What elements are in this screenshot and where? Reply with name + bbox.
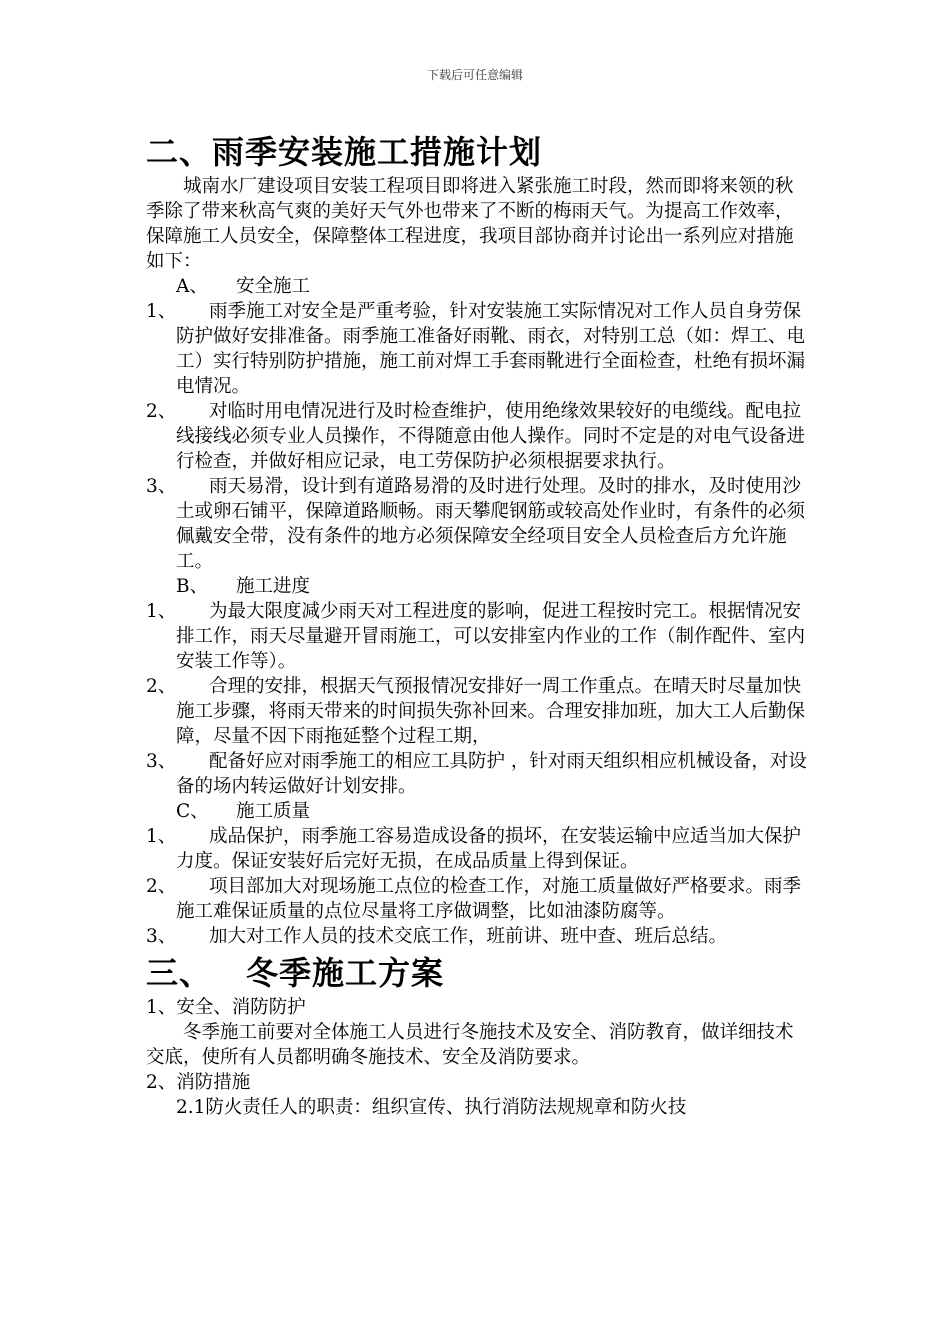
- section-3-title: 冬季施工方案: [246, 954, 445, 992]
- section-2-title: 雨季安装施工措施计划: [212, 133, 543, 171]
- subsection-a-heading: [146, 274, 810, 299]
- list-item-number: 1、: [146, 301, 177, 322]
- section-3-paragraph-2-1: 2.1防火责任人的职责：组织宣传、执行消防法规规章和防火技: [176, 1097, 687, 1118]
- list-item-text: 对临时用电情况进行及时检查维护，使用绝缘效果较好的电缆线。配电拉线接线必须专业人员操作，不得随意由他人操作。同时不定是的对电气设备进行检查，并做好相应记录，电工劳保防护必须根据要求执行。: [176, 401, 806, 472]
- page-header: 下载后可任意编辑: [426, 68, 523, 82]
- list-item: [146, 824, 810, 874]
- section-3-subheading-2: 2、消防措施: [146, 1072, 251, 1093]
- list-item: [146, 474, 810, 574]
- subsection-a-title: 安全施工: [236, 276, 311, 297]
- list-item-number: 2、: [146, 876, 177, 897]
- list-item: [146, 399, 810, 474]
- document-body: [146, 130, 810, 1120]
- list-item-text: 雨季施工对安全是严重考验，针对安装施工实际情况对工作人员自身劳保防护做好安排准备。雨季施工准备好雨靴、雨衣，对特别工总（如：焊工、电工）实行特别防护措施，施工前对焊工手套雨靴进行全面检查，杜绝有损坏漏电情况。: [176, 301, 806, 397]
- subsection-c-title: 施工质量: [236, 801, 311, 822]
- list-item-number: 3、: [146, 751, 177, 772]
- list-item-number: 2、: [146, 676, 177, 697]
- list-item-text: 为最大限度减少雨天对工程进度的影响，促进工程按时完工。根据情况安排工作，雨天尽量避开冒雨施工，可以安排室内作业的工作（制作配件、室内安装工作等）。: [176, 601, 806, 672]
- list-item-text: 加大对工作人员的技术交底工作，班前讲、班中查、班后总结。: [209, 926, 728, 947]
- subsection-c-letter: C、: [176, 801, 209, 822]
- list-item-text: 成品保护，雨季施工容易造成设备的损坏，在安装运输中应适当加大保护力度。保证安装好后完好无损，在成品质量上得到保证。: [176, 826, 802, 872]
- list-item-number: 2、: [146, 401, 177, 422]
- list-item-text: 雨天易滑，设计到有道路易滑的及时进行处理。及时的排水，及时使用沙土或卵石铺平，保障道路顺畅。雨天攀爬钢筋或较高处作业时，有条件的必须佩戴安全带，没有条件的地方必须保障安全经项目安全人员检查后方允许施工。: [176, 476, 806, 572]
- section-3-subheading-1: 1、安全、消防防护: [146, 997, 306, 1018]
- list-item-text: 项目部加大对现场施工点位的检查工作，对施工质量做好严格要求。雨季施工难保证质量的点位尽量将工序做调整，比如油漆防腐等。: [176, 876, 802, 922]
- section-2-intro: 城南水厂建设项目安装工程项目即将进入紧张施工时段，然而即将来领的秋季除了带来秋高气爽的美好天气外也带来了不断的梅雨天气。为提高工作效率，保障施工人员安全，保障整体工程进度，我项目部协商并讨论出一系列应对措施如下：: [146, 176, 794, 272]
- list-item: [146, 749, 810, 799]
- list-item-text: 合理的安排，根据天气预报情况安排好一周工作重点。在晴天时尽量加快施工步骤，将雨天带来的时间损失弥补回来。合理安排加班，加大工人后勤保障，尽量不因下雨拖延整个过程工期，: [176, 676, 806, 747]
- subsection-b-heading: [146, 574, 810, 599]
- subsection-c-heading: [146, 799, 810, 824]
- subsection-b-title: 施工进度: [236, 576, 311, 597]
- list-item: [146, 299, 810, 399]
- section-3-paragraph-1: 冬季施工前要对全体施工人员进行冬施技术及安全、消防教育，做详细技术交底，使所有人员都明确冬施技术、安全及消防要求。: [146, 1022, 794, 1068]
- list-item: [146, 674, 810, 749]
- section-3-heading: [146, 951, 810, 995]
- subsection-b-letter: B、: [176, 576, 209, 597]
- list-item-number: 3、: [146, 476, 177, 497]
- list-item: [146, 924, 810, 949]
- subsection-a-letter: A、: [176, 276, 208, 297]
- list-item-number: 1、: [146, 601, 177, 622]
- section-3-number: 三、: [146, 954, 213, 992]
- list-item-number: 3、: [146, 926, 177, 947]
- list-item: [146, 599, 810, 674]
- section-2-number: 二、: [146, 133, 213, 171]
- section-2-heading: [146, 130, 810, 174]
- list-item-text: 配备好应对雨季施工的相应工具防护 ，针对雨天组织相应机械设备，对设备的场内转运做好计划安排。: [176, 751, 807, 797]
- list-item-number: 1、: [146, 826, 177, 847]
- list-item: [146, 874, 810, 924]
